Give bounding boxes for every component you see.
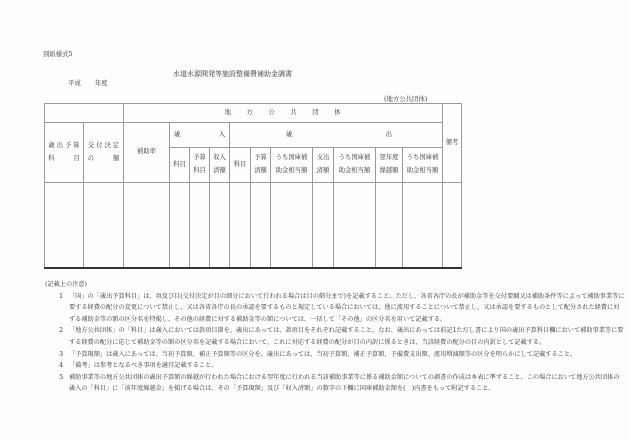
revenue-budget-item-header: 予算 科目 — [190, 148, 210, 183]
cell[interactable] — [376, 183, 403, 269]
year-label: 年度 — [94, 79, 108, 87]
expenditure-header: 歳 出 — [230, 123, 443, 148]
note-item: 2 「地方公共団体」の「科目」は歳入においては款項目節を、歳出にあっては、款項目をそれぞれ記載すること。なお、歳出にあっては前記1ただし書により国の歳出予算科目欄において補助事業等に要する経費の配分に応じて補助金等の額の区分名を記載する場合において、これに対応する経費の配分が目の内訳に係るときは、当該経費の配分の目の内訳として記載する。 — [59, 327, 624, 346]
cell[interactable] — [271, 183, 313, 269]
cell[interactable] — [124, 183, 170, 269]
revenue-header: 歳 入 — [170, 123, 230, 148]
note-item: 4 「備考」は参考となるべき事項を適宜記載すること。 — [59, 362, 218, 370]
cell[interactable] — [230, 183, 251, 269]
notes-section — [45, 279, 625, 395]
grant-decision-amount-header: 交 付 決 定 の 額 — [84, 123, 124, 183]
note-item: 1 「国」の「歳出予算科目」は、項及び目(交付決定が目の細分において行われる場合は目の細分まで)を記載すること。ただし、各省各庁の長が補助金等を交付要綱又は補助条件等によって補助事業等に要する経費の配分の変更について禁止し、又は各省各庁の長の承認を要するものと規定している場合においては、他に流用することについて禁止し、又は承認を要するものとして配分された経費に対する補助金等の額の区分名を特掲し、その他の経費に対する補助金等の額については、一括して「その他」の区分名を用いて記載する。 — [59, 292, 625, 323]
national-subsidy-equiv-3-header: うち国庫補 助金相当額 — [403, 148, 443, 183]
cell[interactable] — [334, 183, 376, 269]
expenditure-budget-header: 予算 済額 — [251, 148, 271, 183]
cell[interactable] — [403, 183, 443, 269]
national-subsidy-equiv-2-header: うち国庫補 助金相当額 — [334, 148, 376, 183]
cell[interactable] — [443, 183, 462, 269]
revenue-item-header: 科目 — [170, 148, 190, 183]
era-label: 平成 — [68, 79, 81, 87]
expenditure-budget-item-header: 歳 出 予 算 科 目 — [45, 123, 84, 183]
revenue-received-header: 収入 済額 — [210, 148, 230, 183]
fiscal-year — [68, 78, 108, 87]
expenditure-item-header: 科目 — [230, 148, 251, 183]
cell[interactable] — [170, 183, 190, 269]
document-title: 水道水源開発等施設整備費補助金調書 — [173, 70, 292, 78]
cell[interactable] — [190, 183, 210, 269]
remarks-header: 備考 — [443, 104, 462, 183]
cell[interactable] — [251, 183, 271, 269]
expenditure-paid-header: 支出 済額 — [313, 148, 334, 183]
note-item: 3 「予算現額」は歳入にあっては、当初予算額、補正予算額等の区分を、歳出にあっては、当初予算額、補正予算額、予備費支出額、流用増減額等の区分を明らかにして記載すること。 — [59, 350, 577, 358]
note-item: 5 補助事業等の地方公共団体の歳出予算額の繰越が行われた場合における翌年度に行われる当該補助事業等に係る補助金額についての調書の作成は本表に準ずること。この場合において地方公共団体の歳入の「科目」に「前年度繰越金」を掲げる場合は、その「予算現額」及び「収入済額」の数字の下欄に国庫補助金額を( )内書をもって附記すること。 — [59, 373, 620, 393]
unit-label: (地方公共団体) — [384, 95, 428, 103]
national-subsidy-equiv-1-header: うち国庫補 助金相当額 — [271, 148, 313, 183]
subsidy-rate-header: 補助率 — [124, 123, 170, 183]
form-number: 別紙様式5 — [43, 50, 73, 58]
carryover-header: 翌年度 繰越額 — [376, 148, 403, 183]
cell[interactable] — [84, 183, 124, 269]
cell[interactable] — [313, 183, 334, 269]
subsidy-table — [44, 103, 462, 269]
table-body-row — [45, 183, 462, 269]
local-government-header: 地 方 公 共 団 体 — [124, 104, 443, 123]
cell[interactable] — [45, 183, 84, 269]
cell[interactable] — [210, 183, 230, 269]
notes-heading: (記載上の注意) — [45, 281, 87, 288]
blank-header-cell — [45, 104, 124, 123]
